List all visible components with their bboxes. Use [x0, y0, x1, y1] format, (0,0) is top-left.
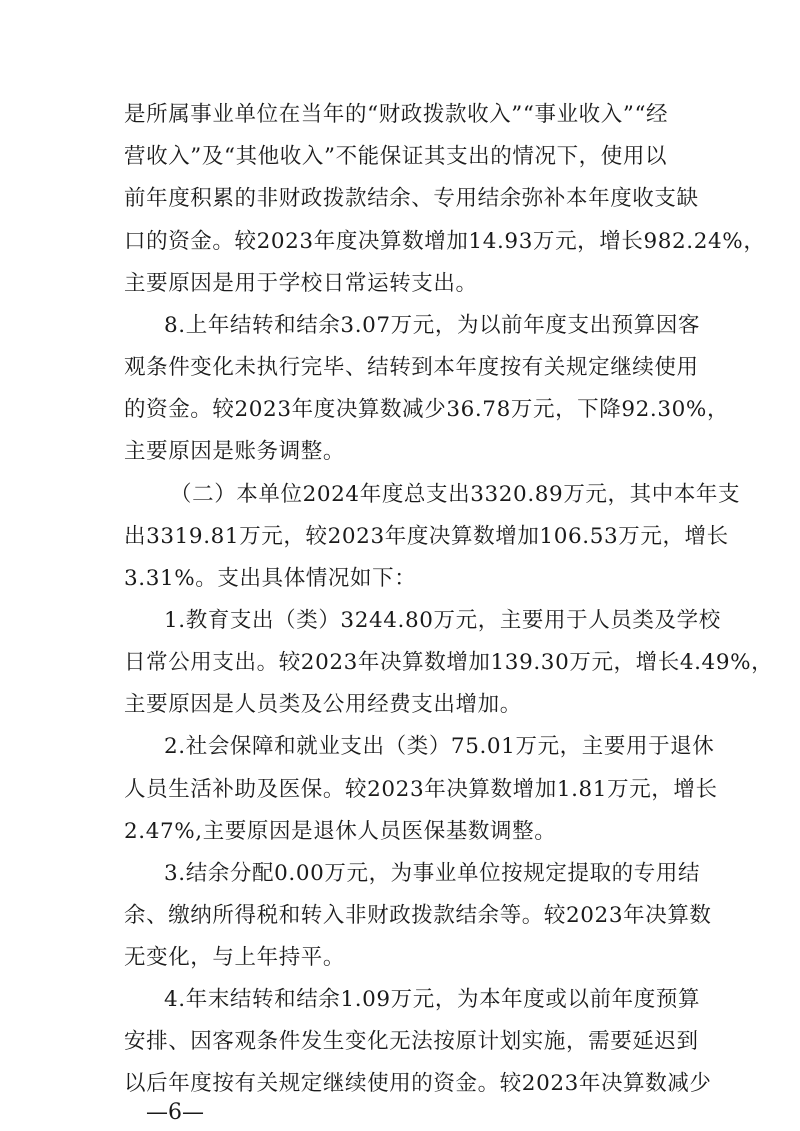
- paragraph-line: 以后年度按有关规定继续使用的资金。较2023年决算数减少: [124, 1071, 712, 1096]
- paragraph-line: （二）本单位2024年度总支出3320.89万元，其中本年支: [170, 482, 741, 507]
- paragraph-line: 2.社会保障和就业支出（类）75.01万元，主要用于退休: [164, 734, 715, 759]
- paragraph-line: 余、缴纳所得税和转入非财政拨款结余等。较2023年决算数: [124, 903, 712, 928]
- paragraph-line: 口的资金。较2023年度决算数增加14.93万元，增长982.24%，: [124, 229, 766, 254]
- paragraph-line: 是所属事业单位在当年的“财政拨款收入”“事业收入”“经: [124, 102, 669, 127]
- paragraph-line: 3.结余分配0.00万元，为事业单位按规定提取的专用结: [164, 861, 701, 886]
- paragraph-line: 营收入”及“其他收入”不能保证其支出的情况下，使用以: [124, 144, 668, 169]
- paragraph-line: 日常公用支出。较2023年决算数增加139.30万元，增长4.49%，: [124, 650, 774, 675]
- page-number: —6—: [146, 1100, 204, 1125]
- paragraph-line: 安排、因客观条件发生变化无法按原计划实施，需要延迟到: [124, 1029, 699, 1054]
- paragraph-line: 前年度积累的非财政拨款结余、专用结余弥补本年度收支缺: [124, 186, 699, 211]
- paragraph-line: 人员生活补助及医保。较2023年决算数增加1.81万元，增长: [124, 777, 718, 802]
- paragraph-line: 出3319.81万元，较2023年度决算数增加106.53万元，增长: [124, 524, 729, 549]
- paragraph-line: 4.年末结转和结余1.09万元，为本年度或以前年度预算: [164, 987, 701, 1012]
- paragraph-line: 的资金。较2023年度决算数减少36.78万元，下降92.30%，: [124, 397, 730, 422]
- paragraph-line: 3.31%。支出具体情况如下：: [124, 566, 417, 591]
- paragraph-line: 无变化，与上年持平。: [124, 945, 346, 970]
- paragraph-line: 主要原因是用于学校日常运转支出。: [124, 271, 478, 296]
- paragraph-line: 主要原因是人员类及公用经费支出增加。: [124, 692, 522, 717]
- paragraph-line: 2.47%,主要原因是退休人员医保基数调整。: [124, 819, 557, 844]
- paragraph-line: 8.上年结转和结余3.07万元，为以前年度支出预算因客: [164, 313, 701, 338]
- paragraph-line: 1.教育支出（类）3244.80万元，主要用于人员类及学校: [164, 608, 721, 633]
- paragraph-line: 观条件变化未执行完毕、结转到本年度按有关规定继续使用: [124, 355, 699, 380]
- paragraph-line: 主要原因是账务调整。: [124, 439, 346, 464]
